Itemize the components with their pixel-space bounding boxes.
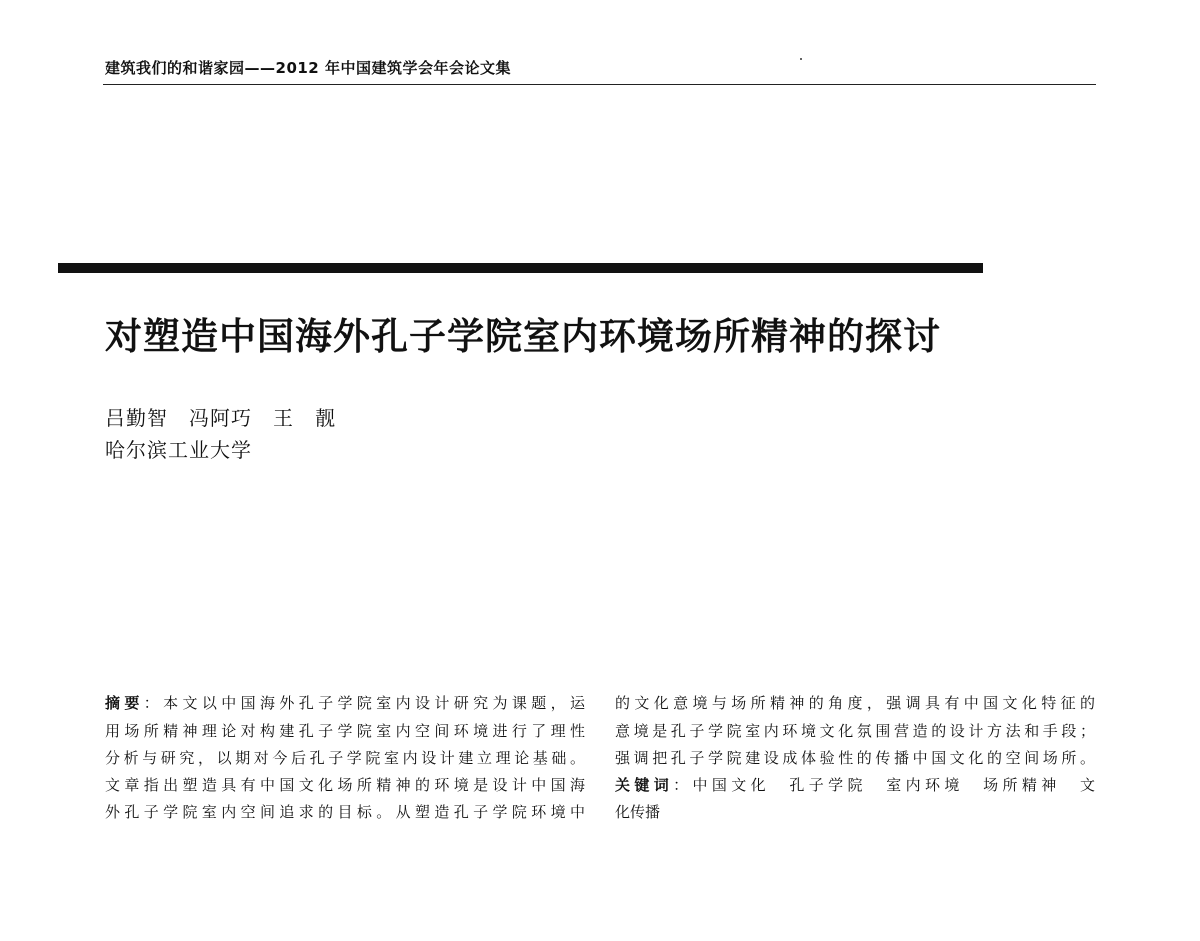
- abstract-label: 摘要: [105, 694, 144, 712]
- article-title: 对塑造中国海外孔子学院室内环境场所精神的探讨: [105, 315, 941, 358]
- title-rule: [58, 263, 983, 273]
- keywords-label: 关键词: [615, 776, 674, 794]
- keywords-line: 化传播: [615, 803, 661, 821]
- keywords-text: ：中国文化 孔子学院 室内环境 场所精神 文: [673, 776, 1095, 794]
- header-rule: [103, 84, 1096, 85]
- scan-speck: [800, 58, 802, 60]
- abstract-line: 分析与研究，以期对今后孔子学院室内设计建立理论基础。: [105, 749, 585, 767]
- article-affiliation: 哈尔滨工业大学: [105, 438, 252, 462]
- abstract-line: 意境是孔子学院室内环境文化氛围营造的设计方法和手段；: [615, 722, 1095, 740]
- abstract-line: [105, 692, 585, 714]
- abstract-text: ：本文以中国海外孔子学院室内设计研究为课题，运: [143, 694, 585, 712]
- article-authors: 吕勤智 冯阿巧 王 靓: [105, 406, 336, 430]
- keywords-line: [615, 774, 1095, 796]
- abstract-line: 文章指出塑造具有中国文化场所精神的环境是设计中国海: [105, 776, 585, 794]
- running-header: 建筑我们的和谐家园——2012 年中国建筑学会年会论文集: [105, 59, 511, 77]
- abstract-line: 的文化意境与场所精神的角度，强调具有中国文化特征的: [615, 694, 1095, 712]
- abstract-line: 用场所精神理论对构建孔子学院室内空间环境进行了理性: [105, 722, 585, 740]
- abstract-line: 外孔子学院室内空间追求的目标。从塑造孔子学院环境中: [105, 803, 585, 821]
- abstract-line: 强调把孔子学院建设成体验性的传播中国文化的空间场所。: [615, 749, 1095, 767]
